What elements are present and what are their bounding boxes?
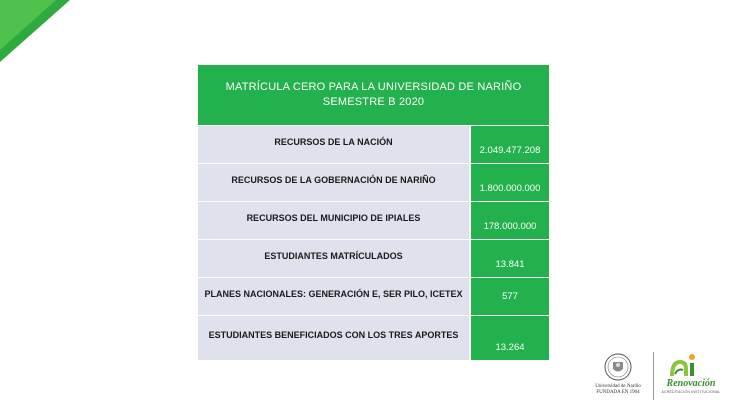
campaign-name: Renovación <box>666 378 716 389</box>
table-row <box>198 125 549 163</box>
table-subtitle: SEMESTRE B 2020 <box>322 96 425 108</box>
footer-logos <box>592 350 722 402</box>
table-row <box>198 277 549 315</box>
row-label: ESTUDIANTES BENEFICIADOS CON LOS TRES APORTES <box>198 316 471 360</box>
row-label: PLANES NACIONALES: GENERACIÓN E, SER PILO, ICETEX <box>198 278 471 315</box>
enrollment-table <box>198 65 549 360</box>
row-label: RECURSOS DE LA NACIÓN <box>198 126 471 163</box>
renovacion-logo-icon <box>668 350 698 378</box>
row-label: ESTUDIANTES MATRÍCULADOS <box>198 240 471 277</box>
row-value: 1.800.000.000 <box>471 164 549 201</box>
row-label: RECURSOS DE LA GOBERNACIÓN DE NARIÑO <box>198 164 471 201</box>
row-value: 2.049.477.208 <box>471 126 549 163</box>
row-label: RECURSOS DEL MUNICIPIO DE IPIALES <box>198 202 471 239</box>
table-title: MATRÍCULA CERO PARA LA UNIVERSIDAD DE NARIÑO <box>225 81 522 93</box>
corner-decoration-inner <box>0 0 56 50</box>
table-header <box>198 65 549 125</box>
campaign-subtitle: ACREDITACIÓN INSTITUCIONAL <box>661 390 721 394</box>
table-row <box>198 239 549 277</box>
table-row <box>198 201 549 239</box>
table-row <box>198 163 549 201</box>
row-value: 577 <box>471 278 549 315</box>
logo-divider <box>653 352 654 400</box>
row-value: 178.000.000 <box>471 202 549 239</box>
university-name: Universidad de Nariño FUNDADA EN 1904 <box>595 384 641 395</box>
row-value: 13.841 <box>471 240 549 277</box>
row-value: 13.264 <box>471 316 549 360</box>
table-row <box>198 315 549 360</box>
university-seal-icon <box>604 353 632 381</box>
